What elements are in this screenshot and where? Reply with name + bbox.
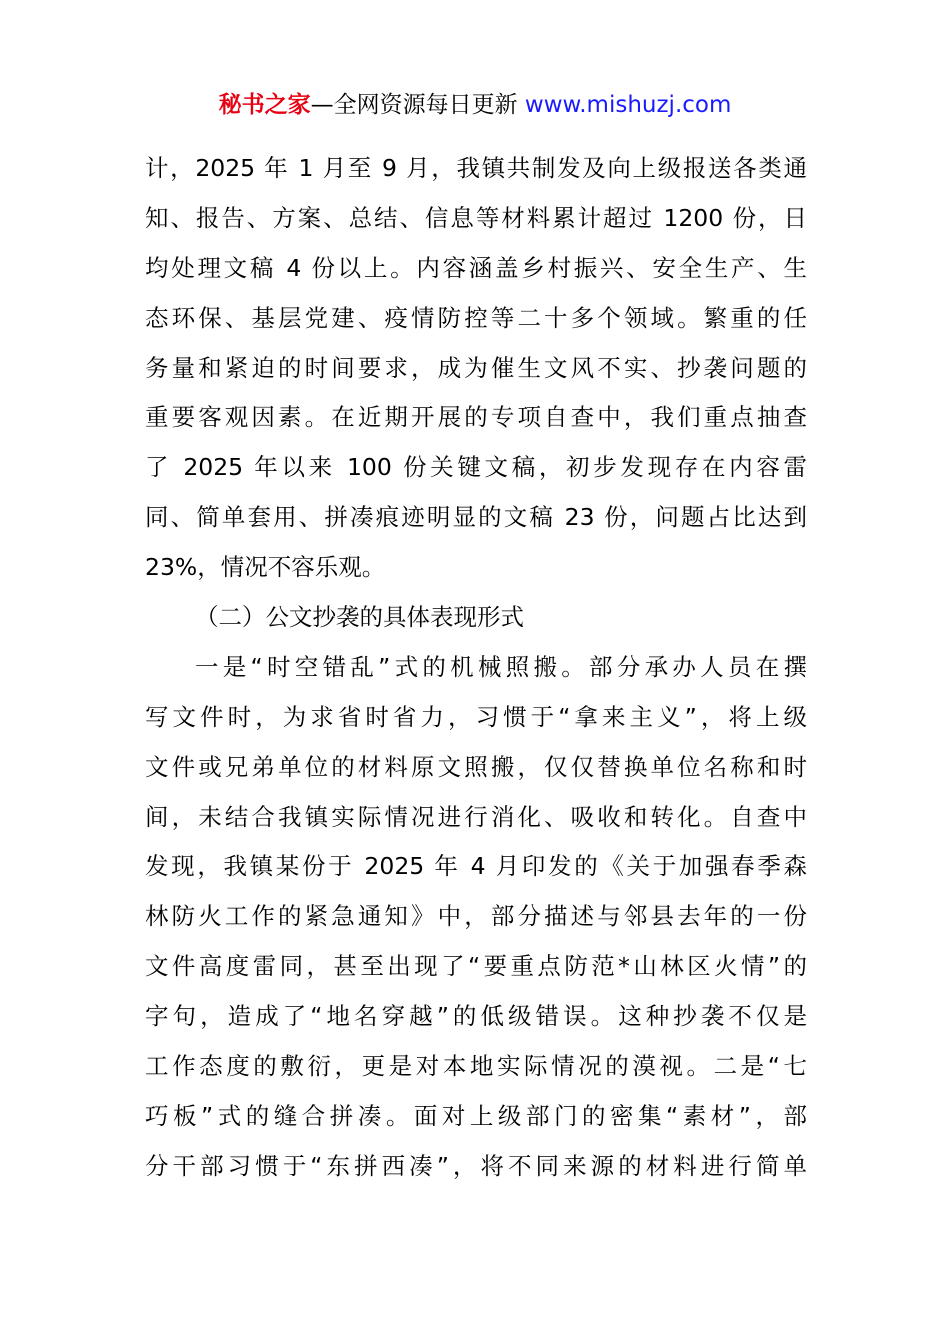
body-line: 了 2025 年以来 100 份关键文稿，初步发现存在内容雷 <box>145 453 807 482</box>
body-line: 23%，情况不容乐观。 <box>145 553 386 582</box>
site-header <box>0 88 950 122</box>
body-line: 写文件时，为求省时省力，习惯于“拿来主义”，将上级 <box>145 702 807 731</box>
site-url-link[interactable]: www.mishuzj.com <box>524 92 732 118</box>
body-line: 务量和紧迫的时间要求，成为催生文风不实、抄袭问题的 <box>145 353 807 382</box>
body-line: 知、报告、方案、总结、信息等材料累计超过 1200 份，日 <box>145 203 807 232</box>
body-line: 工作态度的敷衍，更是对本地实际情况的漠视。二是“七 <box>145 1052 807 1081</box>
body-line: 巧板”式的缝合拼凑。面对上级部门的密集“素材”，部 <box>145 1101 807 1130</box>
body-line: 同、简单套用、拼凑痕迹明显的文稿 23 份，问题占比达到 <box>145 503 807 532</box>
body-line: 林防火工作的紧急通知》中，部分描述与邻县去年的一份 <box>145 902 807 931</box>
body-line: 分干部习惯于“东拼西凑”，将不同来源的材料进行简单 <box>145 1151 807 1180</box>
body-line: 重要客观因素。在近期开展的专项自查中，我们重点抽查 <box>145 403 807 432</box>
body-line: 字句，造成了“地名穿越”的低级错误。这种抄袭不仅是 <box>145 1002 807 1031</box>
body-line: 计，2025 年 1 月至 9 月，我镇共制发及向上级报送各类通 <box>145 154 807 182</box>
body-line: 均处理文稿 4 份以上。内容涵盖乡村振兴、安全生产、生 <box>145 253 807 282</box>
body-line: 发现，我镇某份于 2025 年 4 月印发的《关于加强春季森 <box>145 852 807 881</box>
brand-name: 秘书之家 <box>218 92 311 118</box>
body-line: 文件或兄弟单位的材料原文照搬，仅仅替换单位名称和时 <box>145 752 807 781</box>
body-line: 态环保、基层党建、疫情防控等二十多个领域。繁重的任 <box>145 303 807 332</box>
body-line: 一是“时空错乱”式的机械照搬。部分承办人员在撰 <box>195 652 807 681</box>
section-heading: （二）公文抄袭的具体表现形式 <box>195 603 524 632</box>
body-line: 间，未结合我镇实际情况进行消化、吸收和转化。自查中 <box>145 802 807 831</box>
body-line: 文件高度雷同，甚至出现了“要重点防范*山林区火情”的 <box>145 952 807 981</box>
document-body <box>145 144 807 1192</box>
header-tagline: —全网资源每日更新 <box>310 92 518 118</box>
